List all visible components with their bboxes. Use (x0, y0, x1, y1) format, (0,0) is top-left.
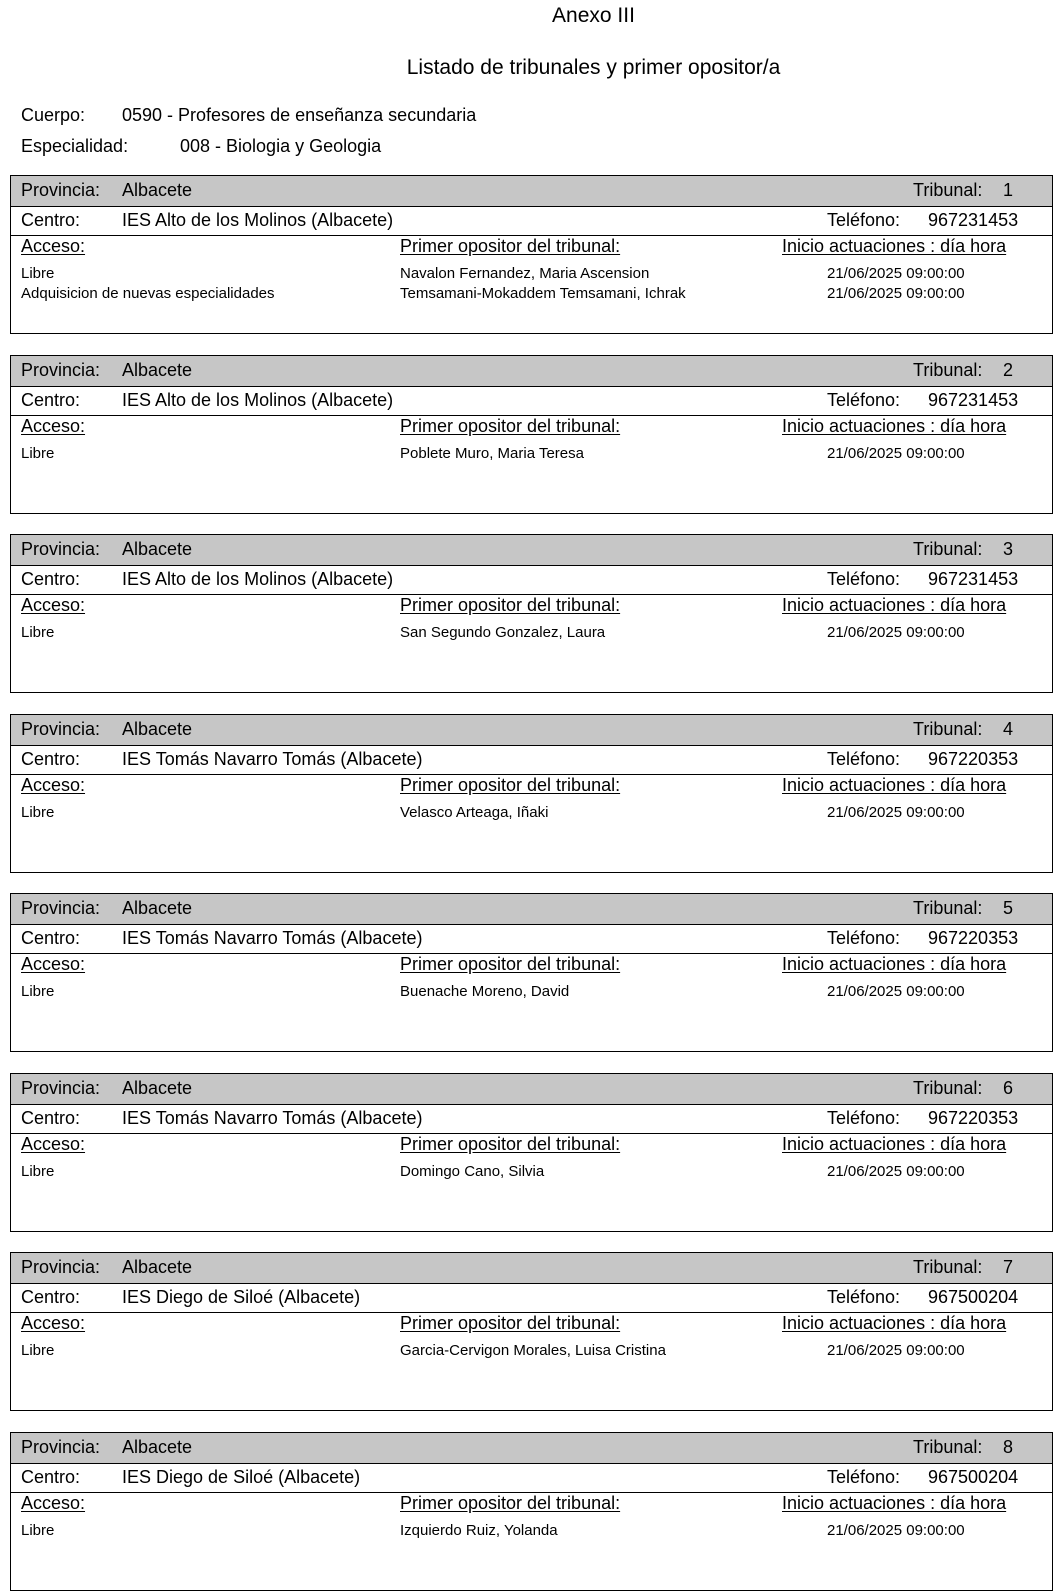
cuerpo-row (21, 105, 476, 126)
centro-label: Centro: (21, 210, 81, 230)
inicio-cell: 21/06/2025 09:00:00 (827, 1162, 965, 1180)
inicio-cell: 21/06/2025 09:00:00 (827, 265, 965, 282)
telefono-value: 967231453 (928, 569, 1019, 589)
column-headers (11, 1313, 1052, 1339)
provincia-label: Provincia: (21, 180, 101, 200)
provincia-label: Provincia: (21, 718, 101, 739)
tribunal-label: Tribunal: (913, 180, 983, 200)
telefono-value: 967231453 (928, 210, 1019, 230)
tribunal-number: 7 (1003, 1257, 1014, 1277)
cuerpo-label: Cuerpo: (21, 105, 86, 125)
acceso-header: Acceso: (21, 1313, 86, 1333)
centro-label: Centro: (21, 748, 81, 769)
centro-value: IES Tomás Navarro Tomás (Albacete) (122, 748, 423, 769)
opositor-cell: San Segundo Gonzalez, Laura (400, 624, 606, 641)
centro-bar (11, 207, 1052, 236)
provincia-value: Albacete (122, 718, 193, 739)
opositor-rows (11, 801, 1052, 821)
primer-opositor-header: Primer opositor del tribunal: (400, 774, 621, 795)
provincia-value: Albacete (122, 1436, 193, 1457)
telefono-value: 967220353 (928, 928, 1019, 948)
tribunal-label: Tribunal: (913, 1077, 983, 1098)
tribunal-label: Tribunal: (913, 718, 983, 739)
acceso-cell: Libre (21, 444, 55, 462)
table-row (11, 1160, 1052, 1180)
provincia-value: Albacete (122, 359, 193, 380)
table-row (11, 621, 1052, 641)
inicio-actuaciones-header: Inicio actuaciones : día hora (782, 954, 1007, 974)
especialidad-label: Especialidad: (21, 136, 129, 156)
telefono-value: 967220353 (928, 748, 1019, 769)
primer-opositor-header: Primer opositor del tribunal: (400, 236, 621, 256)
provincia-bar (11, 715, 1052, 746)
opositor-rows (11, 1519, 1052, 1539)
provincia-value: Albacete (122, 1077, 193, 1098)
inicio-actuaciones-header: Inicio actuaciones : día hora (782, 1133, 1007, 1154)
column-headers (11, 1134, 1052, 1160)
especialidad-value: 008 - Biologia y Geologia (180, 136, 382, 156)
telefono-label: Teléfono: (827, 1466, 901, 1487)
column-headers (11, 775, 1052, 801)
inicio-cell: 21/06/2025 09:00:00 (827, 624, 965, 641)
centro-bar (11, 566, 1052, 595)
primer-opositor-header: Primer opositor del tribunal: (400, 1133, 621, 1154)
provincia-label: Provincia: (21, 1077, 101, 1098)
tribunal-block (10, 175, 1053, 334)
telefono-value: 967500204 (928, 1466, 1019, 1487)
opositor-rows (11, 621, 1052, 641)
tribunal-number: 4 (1003, 718, 1014, 739)
primer-opositor-header: Primer opositor del tribunal: (400, 1313, 621, 1333)
tribunal-label: Tribunal: (913, 898, 983, 918)
telefono-label: Teléfono: (827, 389, 901, 410)
opositor-rows (11, 1339, 1052, 1359)
telefono-value: 967500204 (928, 1287, 1019, 1307)
column-headers (11, 1493, 1052, 1519)
centro-bar (11, 387, 1052, 416)
primer-opositor-header: Primer opositor del tribunal: (400, 954, 621, 974)
provincia-value: Albacete (122, 1257, 193, 1277)
centro-value: IES Alto de los Molinos (Albacete) (122, 569, 394, 589)
opositor-cell: Poblete Muro, Maria Teresa (400, 444, 584, 462)
telefono-label: Teléfono: (827, 748, 901, 769)
centro-label: Centro: (21, 1466, 81, 1487)
telefono-label: Teléfono: (827, 1107, 901, 1128)
telefono-label: Teléfono: (827, 1287, 901, 1307)
inicio-cell: 21/06/2025 09:00:00 (827, 803, 965, 821)
tribunal-block (10, 355, 1053, 514)
table-row (11, 442, 1052, 462)
inicio-cell: 21/06/2025 09:00:00 (827, 1521, 965, 1539)
tribunal-block (10, 714, 1053, 873)
tribunal-label: Tribunal: (913, 359, 983, 380)
cuerpo-value: 0590 - Profesores de enseñanza secundaria (122, 105, 477, 125)
page-title: Anexo III (552, 4, 635, 27)
acceso-header: Acceso: (21, 774, 86, 795)
acceso-cell: Libre (21, 1521, 55, 1539)
table-row (11, 1339, 1052, 1359)
provincia-bar (11, 1074, 1052, 1105)
opositor-rows (11, 1160, 1052, 1180)
opositor-rows (11, 262, 1052, 301)
telefono-label: Teléfono: (827, 210, 901, 230)
opositor-cell: Domingo Cano, Silvia (400, 1162, 545, 1180)
especialidad-row (21, 136, 381, 157)
table-row (11, 980, 1052, 1000)
column-headers (11, 954, 1052, 980)
acceso-cell: Adquisicion de nuevas especialidades (21, 284, 275, 302)
tribunal-number: 3 (1003, 539, 1014, 559)
acceso-header: Acceso: (21, 236, 86, 256)
acceso-header: Acceso: (21, 954, 86, 974)
tribunal-block (10, 893, 1053, 1052)
provincia-label: Provincia: (21, 359, 101, 380)
centro-bar (11, 746, 1052, 775)
tribunal-block (10, 534, 1053, 693)
centro-value: IES Diego de Siloé (Albacete) (122, 1287, 361, 1307)
tribunales-list (10, 175, 1053, 1591)
centro-label: Centro: (21, 1287, 81, 1307)
tribunal-block (10, 1073, 1053, 1232)
provincia-bar (11, 1253, 1052, 1284)
inicio-actuaciones-header: Inicio actuaciones : día hora (782, 415, 1007, 436)
centro-value: IES Tomás Navarro Tomás (Albacete) (122, 1107, 423, 1128)
provincia-value: Albacete (122, 539, 193, 559)
telefono-value: 967231453 (928, 389, 1019, 410)
acceso-cell: Libre (21, 624, 55, 641)
provincia-value: Albacete (122, 180, 193, 200)
tribunal-number: 6 (1003, 1077, 1014, 1098)
centro-label: Centro: (21, 389, 81, 410)
tribunal-number: 8 (1003, 1436, 1014, 1457)
telefono-label: Teléfono: (827, 569, 901, 589)
inicio-actuaciones-header: Inicio actuaciones : día hora (782, 236, 1007, 256)
centro-value: IES Alto de los Molinos (Albacete) (122, 210, 394, 230)
telefono-value: 967220353 (928, 1107, 1019, 1128)
inicio-actuaciones-header: Inicio actuaciones : día hora (782, 595, 1007, 615)
provincia-label: Provincia: (21, 898, 101, 918)
acceso-cell: Libre (21, 803, 55, 821)
inicio-cell: 21/06/2025 09:00:00 (827, 983, 965, 1000)
column-headers (11, 236, 1052, 262)
centro-label: Centro: (21, 1107, 81, 1128)
provincia-bar (11, 1433, 1052, 1464)
page-subtitle: Listado de tribunales y primer opositor/a (406, 56, 781, 79)
column-headers (11, 416, 1052, 442)
tribunal-number: 5 (1003, 898, 1014, 918)
tribunal-number: 2 (1003, 359, 1014, 380)
acceso-header: Acceso: (21, 595, 86, 615)
acceso-header: Acceso: (21, 1492, 86, 1513)
tribunal-block (10, 1432, 1053, 1591)
telefono-label: Teléfono: (827, 928, 901, 948)
opositor-cell: Velasco Arteaga, Iñaki (400, 803, 549, 821)
inicio-cell: 21/06/2025 09:00:00 (827, 284, 965, 302)
provincia-bar (11, 176, 1052, 207)
tribunal-label: Tribunal: (913, 1257, 983, 1277)
acceso-header: Acceso: (21, 1133, 86, 1154)
centro-value: IES Diego de Siloé (Albacete) (122, 1466, 361, 1487)
primer-opositor-header: Primer opositor del tribunal: (400, 1492, 621, 1513)
centro-bar (11, 1464, 1052, 1493)
tribunal-label: Tribunal: (913, 539, 983, 559)
acceso-header: Acceso: (21, 415, 86, 436)
centro-label: Centro: (21, 569, 81, 589)
tribunal-block (10, 1252, 1053, 1411)
table-row (11, 801, 1052, 821)
acceso-cell: Libre (21, 265, 55, 282)
provincia-bar (11, 894, 1052, 925)
primer-opositor-header: Primer opositor del tribunal: (400, 415, 621, 436)
inicio-cell: 21/06/2025 09:00:00 (827, 1342, 965, 1359)
primer-opositor-header: Primer opositor del tribunal: (400, 595, 621, 615)
provincia-label: Provincia: (21, 1436, 101, 1457)
provincia-bar (11, 535, 1052, 566)
centro-label: Centro: (21, 928, 81, 948)
provincia-label: Provincia: (21, 1257, 101, 1277)
column-headers (11, 595, 1052, 621)
centro-bar (11, 1105, 1052, 1134)
table-row (11, 282, 1052, 302)
provincia-label: Provincia: (21, 539, 101, 559)
centro-bar (11, 1284, 1052, 1313)
opositor-cell: Izquierdo Ruiz, Yolanda (400, 1521, 558, 1539)
inicio-actuaciones-header: Inicio actuaciones : día hora (782, 1313, 1007, 1333)
inicio-actuaciones-header: Inicio actuaciones : día hora (782, 1492, 1007, 1513)
opositor-cell: Garcia-Cervigon Morales, Luisa Cristina (400, 1342, 666, 1359)
opositor-rows (11, 980, 1052, 1000)
table-row (11, 262, 1052, 282)
opositor-cell: Temsamani-Mokaddem Temsamani, Ichrak (400, 284, 686, 302)
inicio-cell: 21/06/2025 09:00:00 (827, 444, 965, 462)
provincia-bar (11, 356, 1052, 387)
opositor-cell: Navalon Fernandez, Maria Ascension (400, 265, 650, 282)
opositor-cell: Buenache Moreno, David (400, 983, 570, 1000)
acceso-cell: Libre (21, 983, 55, 1000)
inicio-actuaciones-header: Inicio actuaciones : día hora (782, 774, 1007, 795)
table-row (11, 1519, 1052, 1539)
tribunal-label: Tribunal: (913, 1436, 983, 1457)
centro-bar (11, 925, 1052, 954)
opositor-rows (11, 442, 1052, 462)
tribunal-number: 1 (1003, 180, 1014, 200)
centro-value: IES Tomás Navarro Tomás (Albacete) (122, 928, 423, 948)
acceso-cell: Libre (21, 1162, 55, 1180)
centro-value: IES Alto de los Molinos (Albacete) (122, 389, 394, 410)
provincia-value: Albacete (122, 898, 193, 918)
acceso-cell: Libre (21, 1342, 55, 1359)
